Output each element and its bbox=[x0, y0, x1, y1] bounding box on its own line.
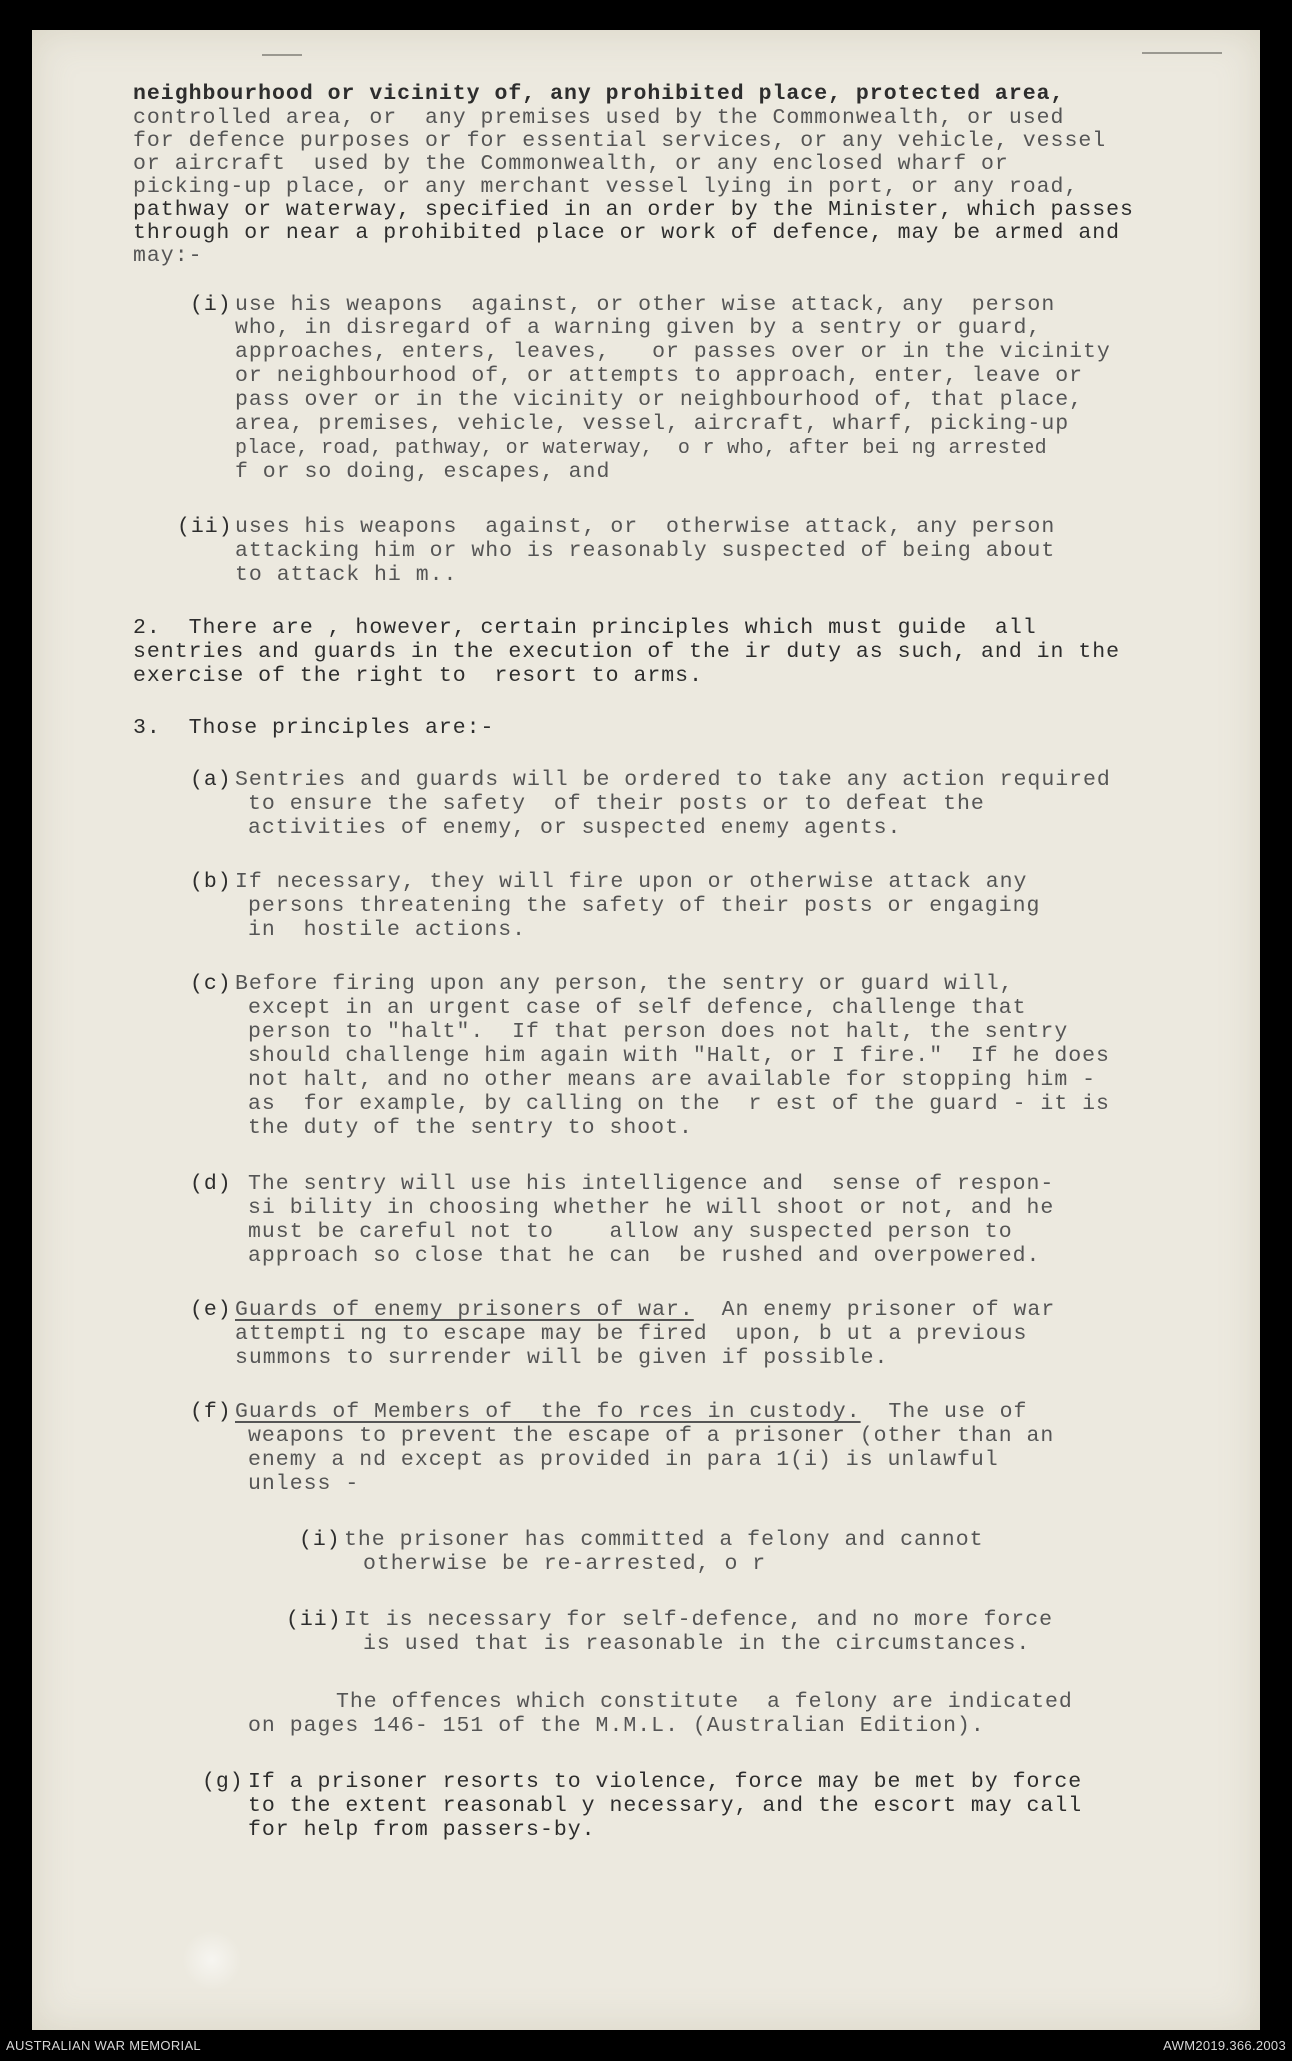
principle-line: person to "halt". If that person does not halt, the sentry bbox=[248, 1020, 1069, 1044]
intro-line-2: controlled area, or any premises used by the Commonwealth, or used bbox=[133, 106, 1065, 130]
para-f-first-rest: The use of bbox=[860, 1400, 1028, 1424]
item-label: (ii) bbox=[177, 515, 233, 539]
para-f-heading: Guards of Members of the fo rces in custody. bbox=[235, 1400, 861, 1424]
principle-line: except in an urgent case of self defence, challenge that bbox=[248, 996, 1027, 1020]
para-f-first-line bbox=[235, 1400, 1027, 1425]
principle-line: should challenge him again with "Halt, or I fire." If he does bbox=[248, 1044, 1110, 1068]
principle-line: If necessary, they will fire upon or otherwise attack any bbox=[235, 870, 1028, 894]
sub-item-line: the prisoner has committed a felony and cannot bbox=[344, 1528, 984, 1552]
item-line: f or so doing, escapes, and bbox=[235, 460, 611, 484]
intro-line-4: or aircraft used by the Commonwealth, or any enclosed wharf or bbox=[133, 152, 1009, 176]
principle-line: weapons to prevent the escape of a prisoner (other than an bbox=[248, 1424, 1055, 1448]
item-line: approaches, enters, leaves, or passes over or in the vicinity bbox=[235, 340, 1111, 364]
para2-line: sentries and guards in the execution of the ir duty as such, and in the bbox=[133, 640, 1121, 664]
item-line: who, in disregard of a warning given by a sentry or guard, bbox=[235, 316, 1042, 340]
principle-line: If a prisoner resorts to violence, force may be met by force bbox=[248, 1770, 1083, 1794]
principle-line: as for example, by calling on the r est of the guard - it is bbox=[248, 1092, 1110, 1116]
document-page bbox=[32, 30, 1260, 2030]
item-line: area, premises, vehicle, vessel, aircraft, wharf, picking-up bbox=[235, 412, 1070, 436]
principle-line: enemy a nd except as provided in para 1(i) is unlawful bbox=[248, 1448, 999, 1472]
top-rule-left bbox=[262, 54, 302, 56]
principle-label: (f) bbox=[190, 1400, 232, 1424]
para2-line: 2. There are , however, certain principles which must guide all bbox=[133, 616, 1037, 640]
footer-institution: AUSTRALIAN WAR MEMORIAL bbox=[6, 2038, 201, 2053]
principle-label: (c) bbox=[190, 972, 232, 996]
intro-line-5: picking-up place, or any merchant vessel lying in port, or any road, bbox=[133, 175, 1079, 199]
principle-line: attempti ng to escape may be fired upon, b ut a previous bbox=[235, 1322, 1028, 1346]
sub-item-line: It is necessary for self-defence, and no more force bbox=[344, 1608, 1054, 1632]
sub-item-label: (ii) bbox=[286, 1608, 342, 1632]
intro-line-1: neighbourhood or vicinity of, any prohibited place, protected area, bbox=[133, 82, 1065, 106]
footer-accession-number: AWM2019.366.2003 bbox=[1163, 2038, 1286, 2053]
para-e-first-rest: An enemy prisoner of war bbox=[693, 1298, 1056, 1322]
principle-line: not halt, and no other means are available for stopping him - bbox=[248, 1068, 1097, 1092]
item-line: or neighbourhood of, or attempts to approach, enter, leave or bbox=[235, 364, 1084, 388]
item-line: place, road, pathway, or waterway, o r who, after bei ng arrested bbox=[235, 437, 1047, 460]
para3-intro: 3. Those principles are:- bbox=[133, 716, 495, 740]
top-rule-right bbox=[1142, 52, 1222, 54]
principle-line: Before firing upon any person, the sentry or guard will, bbox=[235, 972, 1014, 996]
principle-label: (a) bbox=[190, 768, 232, 792]
item-line: uses his weapons against, or otherwise attack, any person bbox=[235, 515, 1056, 539]
principle-line: unless - bbox=[248, 1472, 360, 1496]
principle-line: Sentries and guards will be ordered to take any action required bbox=[235, 768, 1111, 792]
principle-line: The sentry will use his intelligence and sense of respon- bbox=[248, 1172, 1055, 1196]
principle-line: for help from passers-by. bbox=[248, 1818, 596, 1842]
intro-line-8: may:- bbox=[133, 244, 203, 268]
principle-line: summons to surrender will be given if possible. bbox=[235, 1346, 889, 1370]
item-line: use his weapons against, or other wise attack, any person bbox=[235, 293, 1056, 317]
principle-label: (e) bbox=[190, 1298, 232, 1322]
para-e-first-line bbox=[235, 1298, 1055, 1323]
intro-line-3: for defence purposes or for essential services, or any vehicle, vessel bbox=[133, 129, 1107, 153]
sub-item-line: otherwise be re-arrested, o r bbox=[363, 1552, 767, 1576]
item-line: attacking him or who is reasonably suspected of being about bbox=[235, 539, 1056, 563]
principle-label: (g) bbox=[202, 1770, 244, 1794]
principle-line: persons threatening the safety of their posts or engaging bbox=[248, 894, 1041, 918]
principle-line: in hostile actions. bbox=[248, 918, 527, 942]
principle-line: to ensure the safety of their posts or to defeat the bbox=[248, 792, 985, 816]
principle-line: the duty of the sentry to shoot. bbox=[248, 1116, 693, 1140]
principle-line: must be careful not to allow any suspected person to bbox=[248, 1220, 1013, 1244]
intro-line-6: pathway or waterway, specified in an order by the Minister, which passes bbox=[133, 198, 1134, 222]
para-f-note-line: The offences which constitute a felony are indicated bbox=[336, 1690, 1073, 1714]
para-e-heading: Guards of enemy prisoners of war. bbox=[235, 1298, 694, 1322]
para2-line: exercise of the right to resort to arms. bbox=[133, 664, 703, 688]
item-line: pass over or in the vicinity or neighbourhood of, that place, bbox=[235, 388, 1084, 412]
intro-line-7: through or near a prohibited place or work of defence, may be armed and bbox=[133, 221, 1121, 245]
para-f-note-line: on pages 146- 151 of the M.M.L. (Australian Edition). bbox=[248, 1714, 985, 1738]
principle-line: si bility in choosing whether he will shoot or not, and he bbox=[248, 1196, 1055, 1220]
principle-line: approach so close that he can be rushed and overpowered. bbox=[248, 1244, 1041, 1268]
item-label: (i) bbox=[190, 293, 232, 317]
principle-line: activities of enemy, or suspected enemy agents. bbox=[248, 816, 902, 840]
item-line: to attack hi m.. bbox=[235, 563, 458, 587]
paper-embossing-mark bbox=[182, 1930, 242, 1990]
principle-label: (b) bbox=[190, 870, 232, 894]
sub-item-line: is used that is reasonable in the circumstances. bbox=[363, 1632, 1031, 1656]
principle-line: to the extent reasonabl y necessary, and the escort may call bbox=[248, 1794, 1083, 1818]
sub-item-label: (i) bbox=[299, 1528, 341, 1552]
principle-label: (d) bbox=[190, 1172, 232, 1196]
